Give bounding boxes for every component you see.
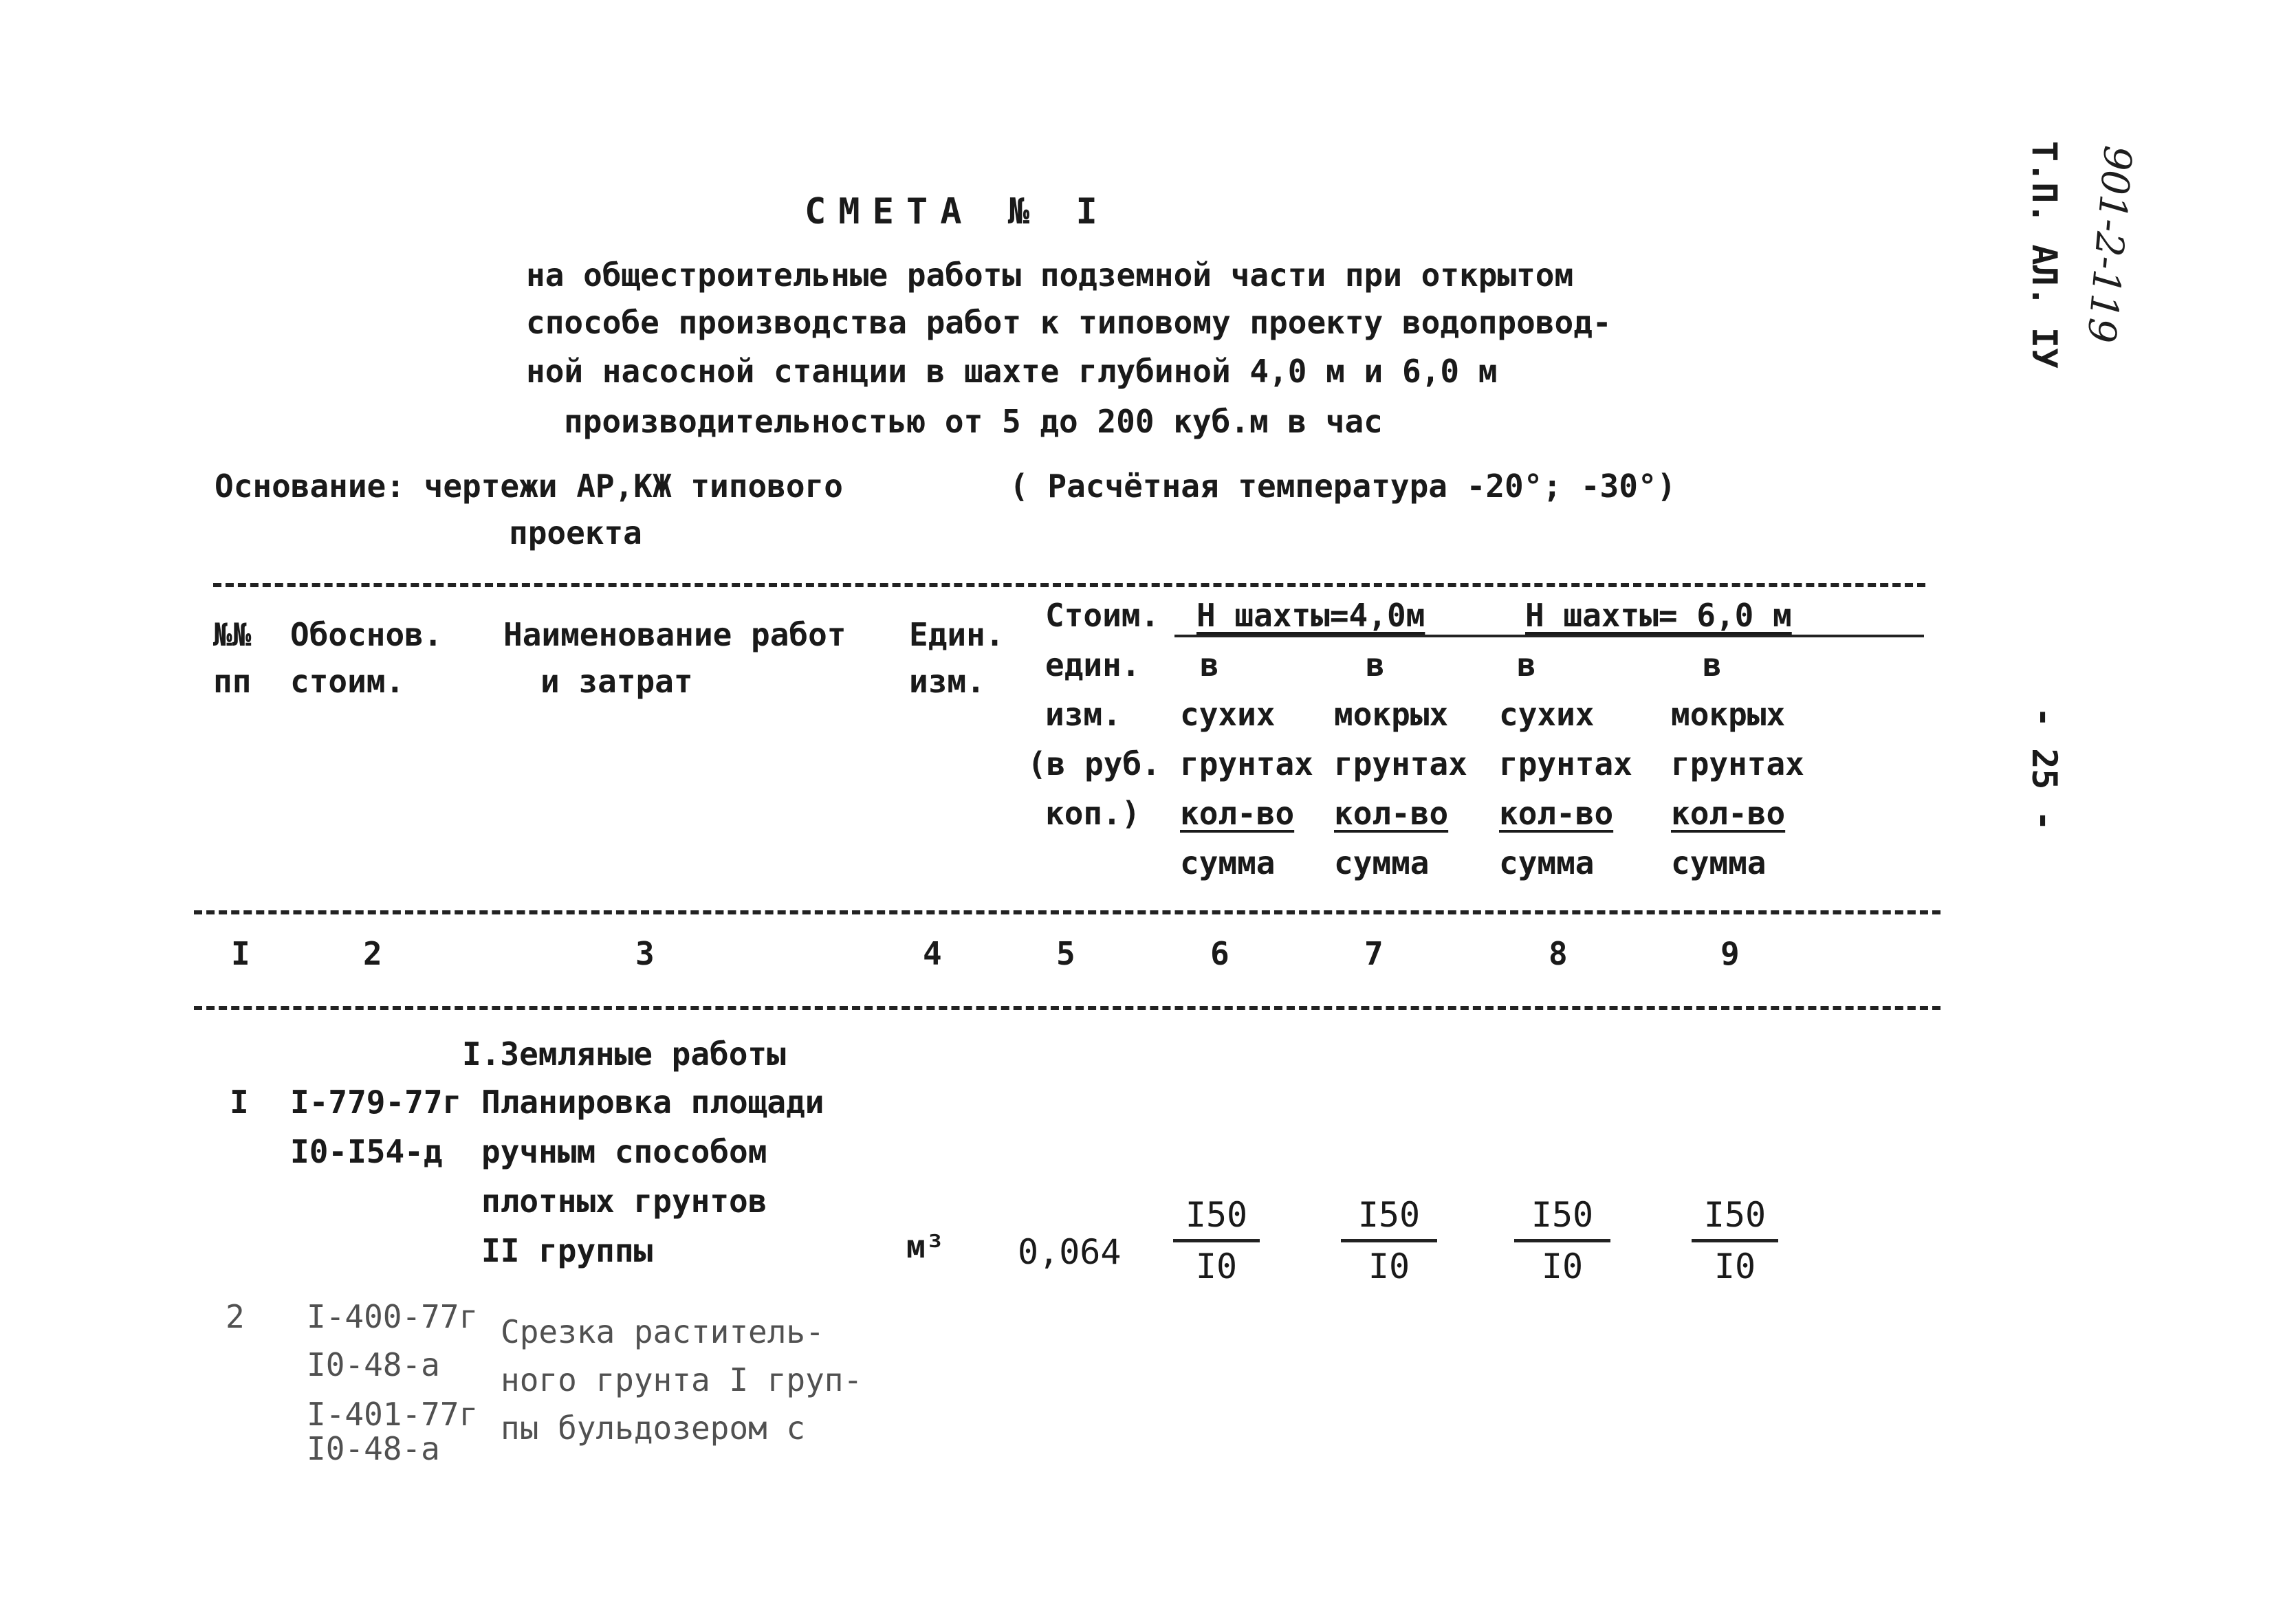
col6-sum-label: сумма [1180,844,1276,881]
row2-name-3: пы бульдозером с [501,1409,806,1447]
row2-basis-3: I-401-77г [307,1396,479,1433]
col2-header-l1: Обоснов. [290,616,443,653]
shaft-depth-6m-header: Н шахты= 6,0 м [1525,597,1792,634]
col8-qty-label: кол-во [1499,795,1614,832]
subtitle-line-3: ной насосной станции в шахте глубиной 4,0 м и 6,0 м [526,353,1498,390]
col9-header-l3: грунтах [1671,745,1804,782]
col6-header-l3: грунтах [1180,745,1313,782]
handwritten-code: 901-2-119 [2078,144,2140,345]
col1-header-l2: пп [213,663,252,700]
row2-name-1: Срезка раститель- [501,1313,824,1350]
row1-unit: м³ [906,1228,945,1265]
col6-qty-label: кол-во [1180,795,1295,832]
row1-name-1: Планировка площади [481,1084,824,1121]
col6-header-l1: в [1200,646,1219,683]
page-number: - 25 - [2024,707,2064,831]
subtitle-line-4: производительностью от 5 до 200 куб.м в час [564,403,1383,440]
col8-header-l3: грунтах [1499,745,1632,782]
basis-line-1: Основание: чертежи АР,КЖ типового [215,468,843,505]
design-temperature: ( Расчётная температура -20°; -30°) [1009,468,1676,505]
row1-basis-2: I0-I54-д [290,1133,443,1170]
document-title: СМЕТА № I [805,191,1110,232]
row2-name-2: ного грунта I груп- [501,1361,863,1398]
row1-name-3: плотных грунтов [481,1183,767,1220]
col9-header-l1: в [1703,646,1722,683]
column-number-6: 6 [1210,935,1229,972]
row1-name-2: ручным способом [481,1133,767,1170]
col7-qty-label: кол-во [1334,795,1449,832]
col8-header-l2: сухих [1499,696,1595,733]
col5-header-l1: Стоим. [1045,597,1160,634]
doc-code: Т.П. АЛ. IУ [2024,141,2064,369]
row1-name-4: II группы [481,1232,653,1269]
column-number-8: 8 [1549,935,1568,972]
row1-col8-qty: I50 [1514,1195,1610,1242]
col7-header-l3: грунтах [1334,745,1467,782]
column-number-9: 9 [1720,935,1740,972]
row1-value-col7 [1341,1195,1437,1286]
row1-col9-sum: I0 [1714,1247,1756,1286]
row1-value-col9 [1692,1195,1778,1286]
col6-header-l2: сухих [1180,696,1276,733]
row1-value-col6 [1173,1195,1260,1286]
col8-sum-label: сумма [1499,844,1595,881]
col7-header-l1: в [1366,646,1385,683]
row2-number: 2 [226,1298,245,1335]
row1-col9-qty: I50 [1692,1195,1778,1242]
row1-col6-qty: I50 [1173,1195,1260,1242]
section-title: I.Земляные работы [462,1035,786,1073]
header-top-rule [213,583,1925,587]
col9-sum-label: сумма [1671,844,1767,881]
row1-number: I [230,1084,249,1121]
row1-unit-cost: 0,064 [1018,1232,1122,1272]
row1-col7-sum: I0 [1368,1247,1410,1286]
subtitle-line-2: способе производства работ к типовому проекту водопровод- [526,304,1612,341]
basis-line-2: проекта [509,514,642,551]
group-header-rule [1174,635,1924,637]
column-number-3: 3 [635,935,655,972]
col7-sum-label: сумма [1334,844,1430,881]
column-number-4: 4 [923,935,942,972]
header-bottom-rule [194,910,1940,914]
col9-header-l2: мокрых [1671,696,1786,733]
row1-col7-qty: I50 [1341,1195,1437,1242]
row2-basis-1: I-400-77г [307,1298,479,1335]
row2-basis-2: I0-48-а [307,1346,440,1383]
col5-header-l5: коп.) [1045,795,1141,832]
column-number-5: 5 [1056,935,1075,972]
col1-header-l1: №№ [213,616,252,653]
shaft-depth-4m-header: Н шахты=4,0м [1196,597,1425,634]
col5-header-l2: един. [1045,646,1141,683]
column-number-7: 7 [1364,935,1384,972]
row1-col6-sum: I0 [1195,1247,1238,1286]
col9-qty-label: кол-во [1671,795,1786,832]
row1-value-col8 [1514,1195,1610,1286]
col7-header-l2: мокрых [1334,696,1449,733]
row1-col8-sum: I0 [1541,1247,1584,1286]
column-number-1: I [231,935,250,972]
column-number-2: 2 [363,935,382,972]
col2-header-l2: стоим. [290,663,405,700]
col5-header-l3: изм. [1045,696,1122,733]
col4-header-l1: Един. [909,616,1005,653]
row2-basis-4: I0-48-а [307,1430,440,1467]
col3-header-l1: Наименование работ [503,616,846,653]
col5-header-l4: (в руб. [1027,745,1161,782]
col4-header-l2: изм. [909,663,985,700]
subtitle-line-1: на общестроительные работы подземной части при открытом [526,256,1574,294]
column-number-rule [194,1006,1940,1010]
row1-basis-1: I-779-77г [290,1084,462,1121]
col3-header-l2: и затрат [540,663,693,700]
col8-header-l1: в [1517,646,1536,683]
